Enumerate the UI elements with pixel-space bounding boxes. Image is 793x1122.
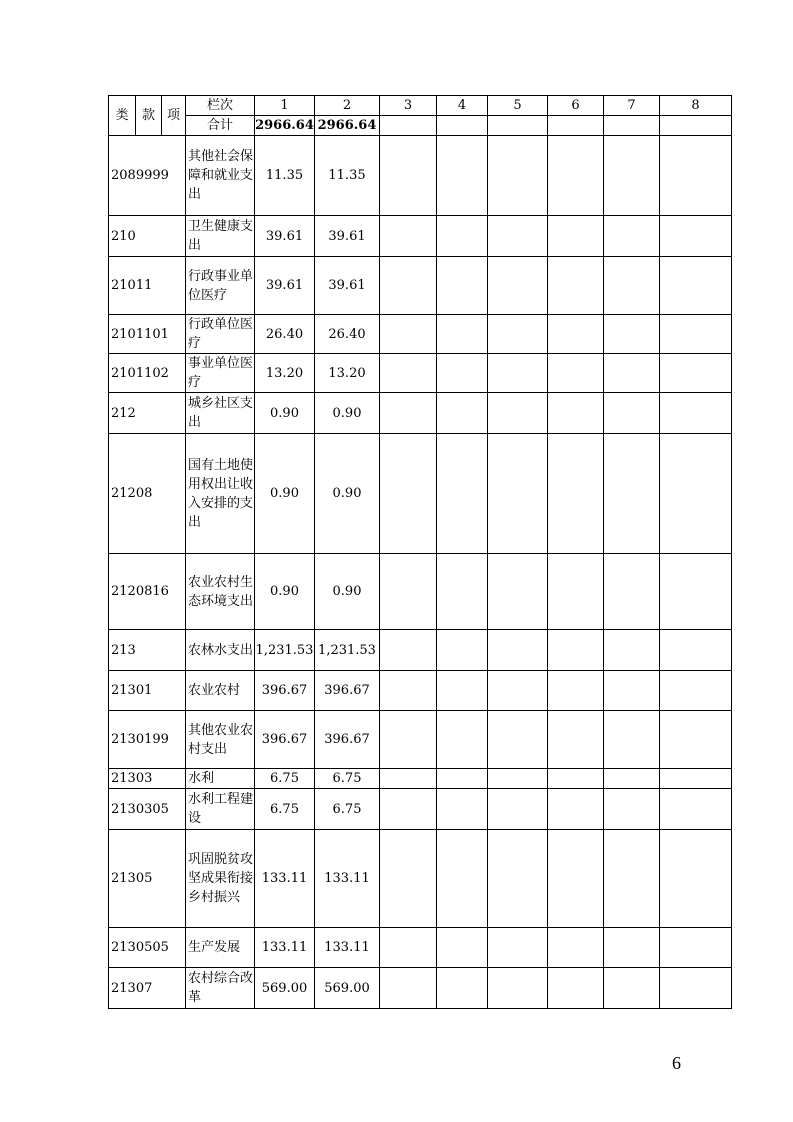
row-value-col-2: 0.90 xyxy=(315,554,380,630)
empty-cell xyxy=(488,393,548,434)
row-name: 行政单位医疗 xyxy=(186,315,255,354)
empty-cell xyxy=(437,354,488,393)
table-row xyxy=(109,928,732,968)
empty-cell xyxy=(548,554,604,630)
row-code: 21303 xyxy=(109,769,186,789)
empty-cell xyxy=(380,830,437,928)
table-row xyxy=(109,354,732,393)
row-code: 2089999 xyxy=(109,136,186,216)
empty-cell xyxy=(437,630,488,671)
empty-cell xyxy=(604,393,660,434)
header-xiang: 项 xyxy=(162,96,186,136)
row-code: 2120816 xyxy=(109,554,186,630)
row-name: 卫生健康支出 xyxy=(186,216,255,257)
empty-cell xyxy=(660,216,732,257)
row-name: 农村综合改革 xyxy=(186,968,255,1009)
row-name: 城乡社区支出 xyxy=(186,393,255,434)
empty-cell xyxy=(488,630,548,671)
empty-cell xyxy=(604,928,660,968)
empty-cell xyxy=(488,789,548,830)
empty-cell xyxy=(660,928,732,968)
row-value-col-1: 39.61 xyxy=(255,216,315,257)
row-value-col-1: 11.35 xyxy=(255,136,315,216)
empty-cell xyxy=(380,136,437,216)
row-value-col-1: 0.90 xyxy=(255,434,315,554)
empty-cell xyxy=(380,257,437,315)
empty-cell xyxy=(488,216,548,257)
empty-cell xyxy=(548,769,604,789)
empty-cell xyxy=(488,434,548,554)
row-value-col-1: 396.67 xyxy=(255,711,315,769)
empty-cell xyxy=(437,789,488,830)
table-row xyxy=(109,789,732,830)
header-kuan: 款 xyxy=(136,96,162,136)
table-row xyxy=(109,630,732,671)
row-name: 国有土地使用权出让收入安排的支出 xyxy=(186,434,255,554)
row-value-col-2: 133.11 xyxy=(315,928,380,968)
row-code: 212 xyxy=(109,393,186,434)
empty-cell xyxy=(548,354,604,393)
col-number-2: 2 xyxy=(315,96,380,116)
empty-cell xyxy=(548,257,604,315)
empty-cell xyxy=(660,830,732,928)
empty-cell xyxy=(437,968,488,1009)
empty-cell xyxy=(437,257,488,315)
empty-cell xyxy=(660,671,732,711)
empty-cell xyxy=(437,315,488,354)
empty-cell xyxy=(548,393,604,434)
row-value-col-1: 0.90 xyxy=(255,554,315,630)
row-value-col-2: 39.61 xyxy=(315,216,380,257)
header-row xyxy=(109,96,732,116)
row-value-col-2: 569.00 xyxy=(315,968,380,1009)
empty-cell xyxy=(604,830,660,928)
empty-cell xyxy=(488,830,548,928)
total-col-1: 2966.64 xyxy=(255,116,315,136)
empty-cell xyxy=(437,116,488,136)
row-value-col-2: 133.11 xyxy=(315,830,380,928)
row-code: 21301 xyxy=(109,671,186,711)
empty-cell xyxy=(488,928,548,968)
table-row xyxy=(109,711,732,769)
row-name: 农林水支出 xyxy=(186,630,255,671)
empty-cell xyxy=(380,315,437,354)
total-row xyxy=(109,116,732,136)
empty-cell xyxy=(548,928,604,968)
empty-cell xyxy=(488,257,548,315)
empty-cell xyxy=(548,136,604,216)
empty-cell xyxy=(488,711,548,769)
col-number-3: 3 xyxy=(380,96,437,116)
budget-table xyxy=(108,95,732,1009)
row-value-col-1: 6.75 xyxy=(255,769,315,789)
total-label: 合计 xyxy=(186,116,255,136)
row-name: 其他社会保障和就业支出 xyxy=(186,136,255,216)
empty-cell xyxy=(604,315,660,354)
empty-cell xyxy=(437,769,488,789)
table-row xyxy=(109,968,732,1009)
row-value-col-2: 13.20 xyxy=(315,354,380,393)
empty-cell xyxy=(604,968,660,1009)
row-code: 210 xyxy=(109,216,186,257)
empty-cell xyxy=(380,968,437,1009)
empty-cell xyxy=(604,116,660,136)
table-row xyxy=(109,554,732,630)
row-value-col-1: 1,231.53 xyxy=(255,630,315,671)
empty-cell xyxy=(488,116,548,136)
empty-cell xyxy=(380,769,437,789)
row-name: 事业单位医疗 xyxy=(186,354,255,393)
table-row xyxy=(109,136,732,216)
row-name: 水利 xyxy=(186,769,255,789)
row-code: 2130305 xyxy=(109,789,186,830)
row-name: 巩固脱贫攻坚成果衔接乡村振兴 xyxy=(186,830,255,928)
empty-cell xyxy=(548,830,604,928)
row-value-col-2: 396.67 xyxy=(315,711,380,769)
empty-cell xyxy=(604,711,660,769)
empty-cell xyxy=(548,671,604,711)
empty-cell xyxy=(604,554,660,630)
row-name: 行政事业单位医疗 xyxy=(186,257,255,315)
col-number-7: 7 xyxy=(604,96,660,116)
row-value-col-2: 0.90 xyxy=(315,434,380,554)
row-name: 其他农业农村支出 xyxy=(186,711,255,769)
row-value-col-1: 133.11 xyxy=(255,830,315,928)
table-row xyxy=(109,216,732,257)
empty-cell xyxy=(548,434,604,554)
header-lanci: 栏次 xyxy=(186,96,255,116)
row-value-col-1: 39.61 xyxy=(255,257,315,315)
empty-cell xyxy=(548,630,604,671)
empty-cell xyxy=(380,216,437,257)
empty-cell xyxy=(660,968,732,1009)
row-value-col-2: 396.67 xyxy=(315,671,380,711)
row-name: 农业农村 xyxy=(186,671,255,711)
empty-cell xyxy=(548,789,604,830)
empty-cell xyxy=(437,554,488,630)
total-col-2: 2966.64 xyxy=(315,116,380,136)
empty-cell xyxy=(660,554,732,630)
empty-cell xyxy=(548,315,604,354)
empty-cell xyxy=(604,434,660,554)
empty-cell xyxy=(604,354,660,393)
col-number-4: 4 xyxy=(437,96,488,116)
empty-cell xyxy=(660,136,732,216)
empty-cell xyxy=(380,711,437,769)
row-value-col-1: 396.67 xyxy=(255,671,315,711)
empty-cell xyxy=(437,928,488,968)
empty-cell xyxy=(380,554,437,630)
col-number-1: 1 xyxy=(255,96,315,116)
row-code: 2101102 xyxy=(109,354,186,393)
col-number-8: 8 xyxy=(660,96,732,116)
table-row xyxy=(109,671,732,711)
empty-cell xyxy=(437,671,488,711)
table-row xyxy=(109,830,732,928)
empty-cell xyxy=(548,711,604,769)
empty-cell xyxy=(604,789,660,830)
empty-cell xyxy=(660,630,732,671)
row-value-col-1: 569.00 xyxy=(255,968,315,1009)
row-code: 2130505 xyxy=(109,928,186,968)
row-value-col-2: 0.90 xyxy=(315,393,380,434)
empty-cell xyxy=(604,136,660,216)
empty-cell xyxy=(660,711,732,769)
empty-cell xyxy=(660,354,732,393)
empty-cell xyxy=(437,136,488,216)
table-body xyxy=(109,96,732,1009)
col-number-6: 6 xyxy=(548,96,604,116)
empty-cell xyxy=(380,434,437,554)
empty-cell xyxy=(660,257,732,315)
empty-cell xyxy=(604,671,660,711)
empty-cell xyxy=(660,769,732,789)
empty-cell xyxy=(548,968,604,1009)
empty-cell xyxy=(380,630,437,671)
empty-cell xyxy=(604,216,660,257)
table-row xyxy=(109,315,732,354)
empty-cell xyxy=(488,136,548,216)
row-name: 农业农村生态环境支出 xyxy=(186,554,255,630)
col-number-5: 5 xyxy=(488,96,548,116)
table-row xyxy=(109,769,732,789)
empty-cell xyxy=(437,830,488,928)
empty-cell xyxy=(548,116,604,136)
empty-cell xyxy=(437,216,488,257)
empty-cell xyxy=(604,769,660,789)
empty-cell xyxy=(660,434,732,554)
empty-cell xyxy=(437,434,488,554)
empty-cell xyxy=(437,711,488,769)
row-value-col-2: 1,231.53 xyxy=(315,630,380,671)
empty-cell xyxy=(604,630,660,671)
row-value-col-2: 6.75 xyxy=(315,769,380,789)
row-value-col-1: 0.90 xyxy=(255,393,315,434)
empty-cell xyxy=(488,968,548,1009)
table-row xyxy=(109,393,732,434)
empty-cell xyxy=(660,315,732,354)
row-value-col-1: 13.20 xyxy=(255,354,315,393)
row-name: 水利工程建设 xyxy=(186,789,255,830)
empty-cell xyxy=(380,789,437,830)
table-row xyxy=(109,434,732,554)
row-code: 213 xyxy=(109,630,186,671)
row-value-col-1: 6.75 xyxy=(255,789,315,830)
empty-cell xyxy=(380,116,437,136)
row-value-col-2: 26.40 xyxy=(315,315,380,354)
row-code: 21011 xyxy=(109,257,186,315)
empty-cell xyxy=(660,393,732,434)
row-name: 生产发展 xyxy=(186,928,255,968)
row-code: 21305 xyxy=(109,830,186,928)
row-value-col-1: 133.11 xyxy=(255,928,315,968)
empty-cell xyxy=(604,257,660,315)
empty-cell xyxy=(488,354,548,393)
empty-cell xyxy=(548,216,604,257)
row-value-col-2: 11.35 xyxy=(315,136,380,216)
row-code: 2130199 xyxy=(109,711,186,769)
table-row xyxy=(109,257,732,315)
empty-cell xyxy=(380,393,437,434)
empty-cell xyxy=(488,554,548,630)
header-lei: 类 xyxy=(109,96,136,136)
row-value-col-1: 26.40 xyxy=(255,315,315,354)
row-code: 21307 xyxy=(109,968,186,1009)
empty-cell xyxy=(488,769,548,789)
empty-cell xyxy=(488,671,548,711)
empty-cell xyxy=(488,315,548,354)
page-number: 6 xyxy=(672,1053,681,1073)
row-value-col-2: 6.75 xyxy=(315,789,380,830)
empty-cell xyxy=(660,116,732,136)
row-code: 21208 xyxy=(109,434,186,554)
row-value-col-2: 39.61 xyxy=(315,257,380,315)
row-code: 2101101 xyxy=(109,315,186,354)
empty-cell xyxy=(380,354,437,393)
empty-cell xyxy=(437,393,488,434)
empty-cell xyxy=(660,789,732,830)
empty-cell xyxy=(380,928,437,968)
empty-cell xyxy=(380,671,437,711)
